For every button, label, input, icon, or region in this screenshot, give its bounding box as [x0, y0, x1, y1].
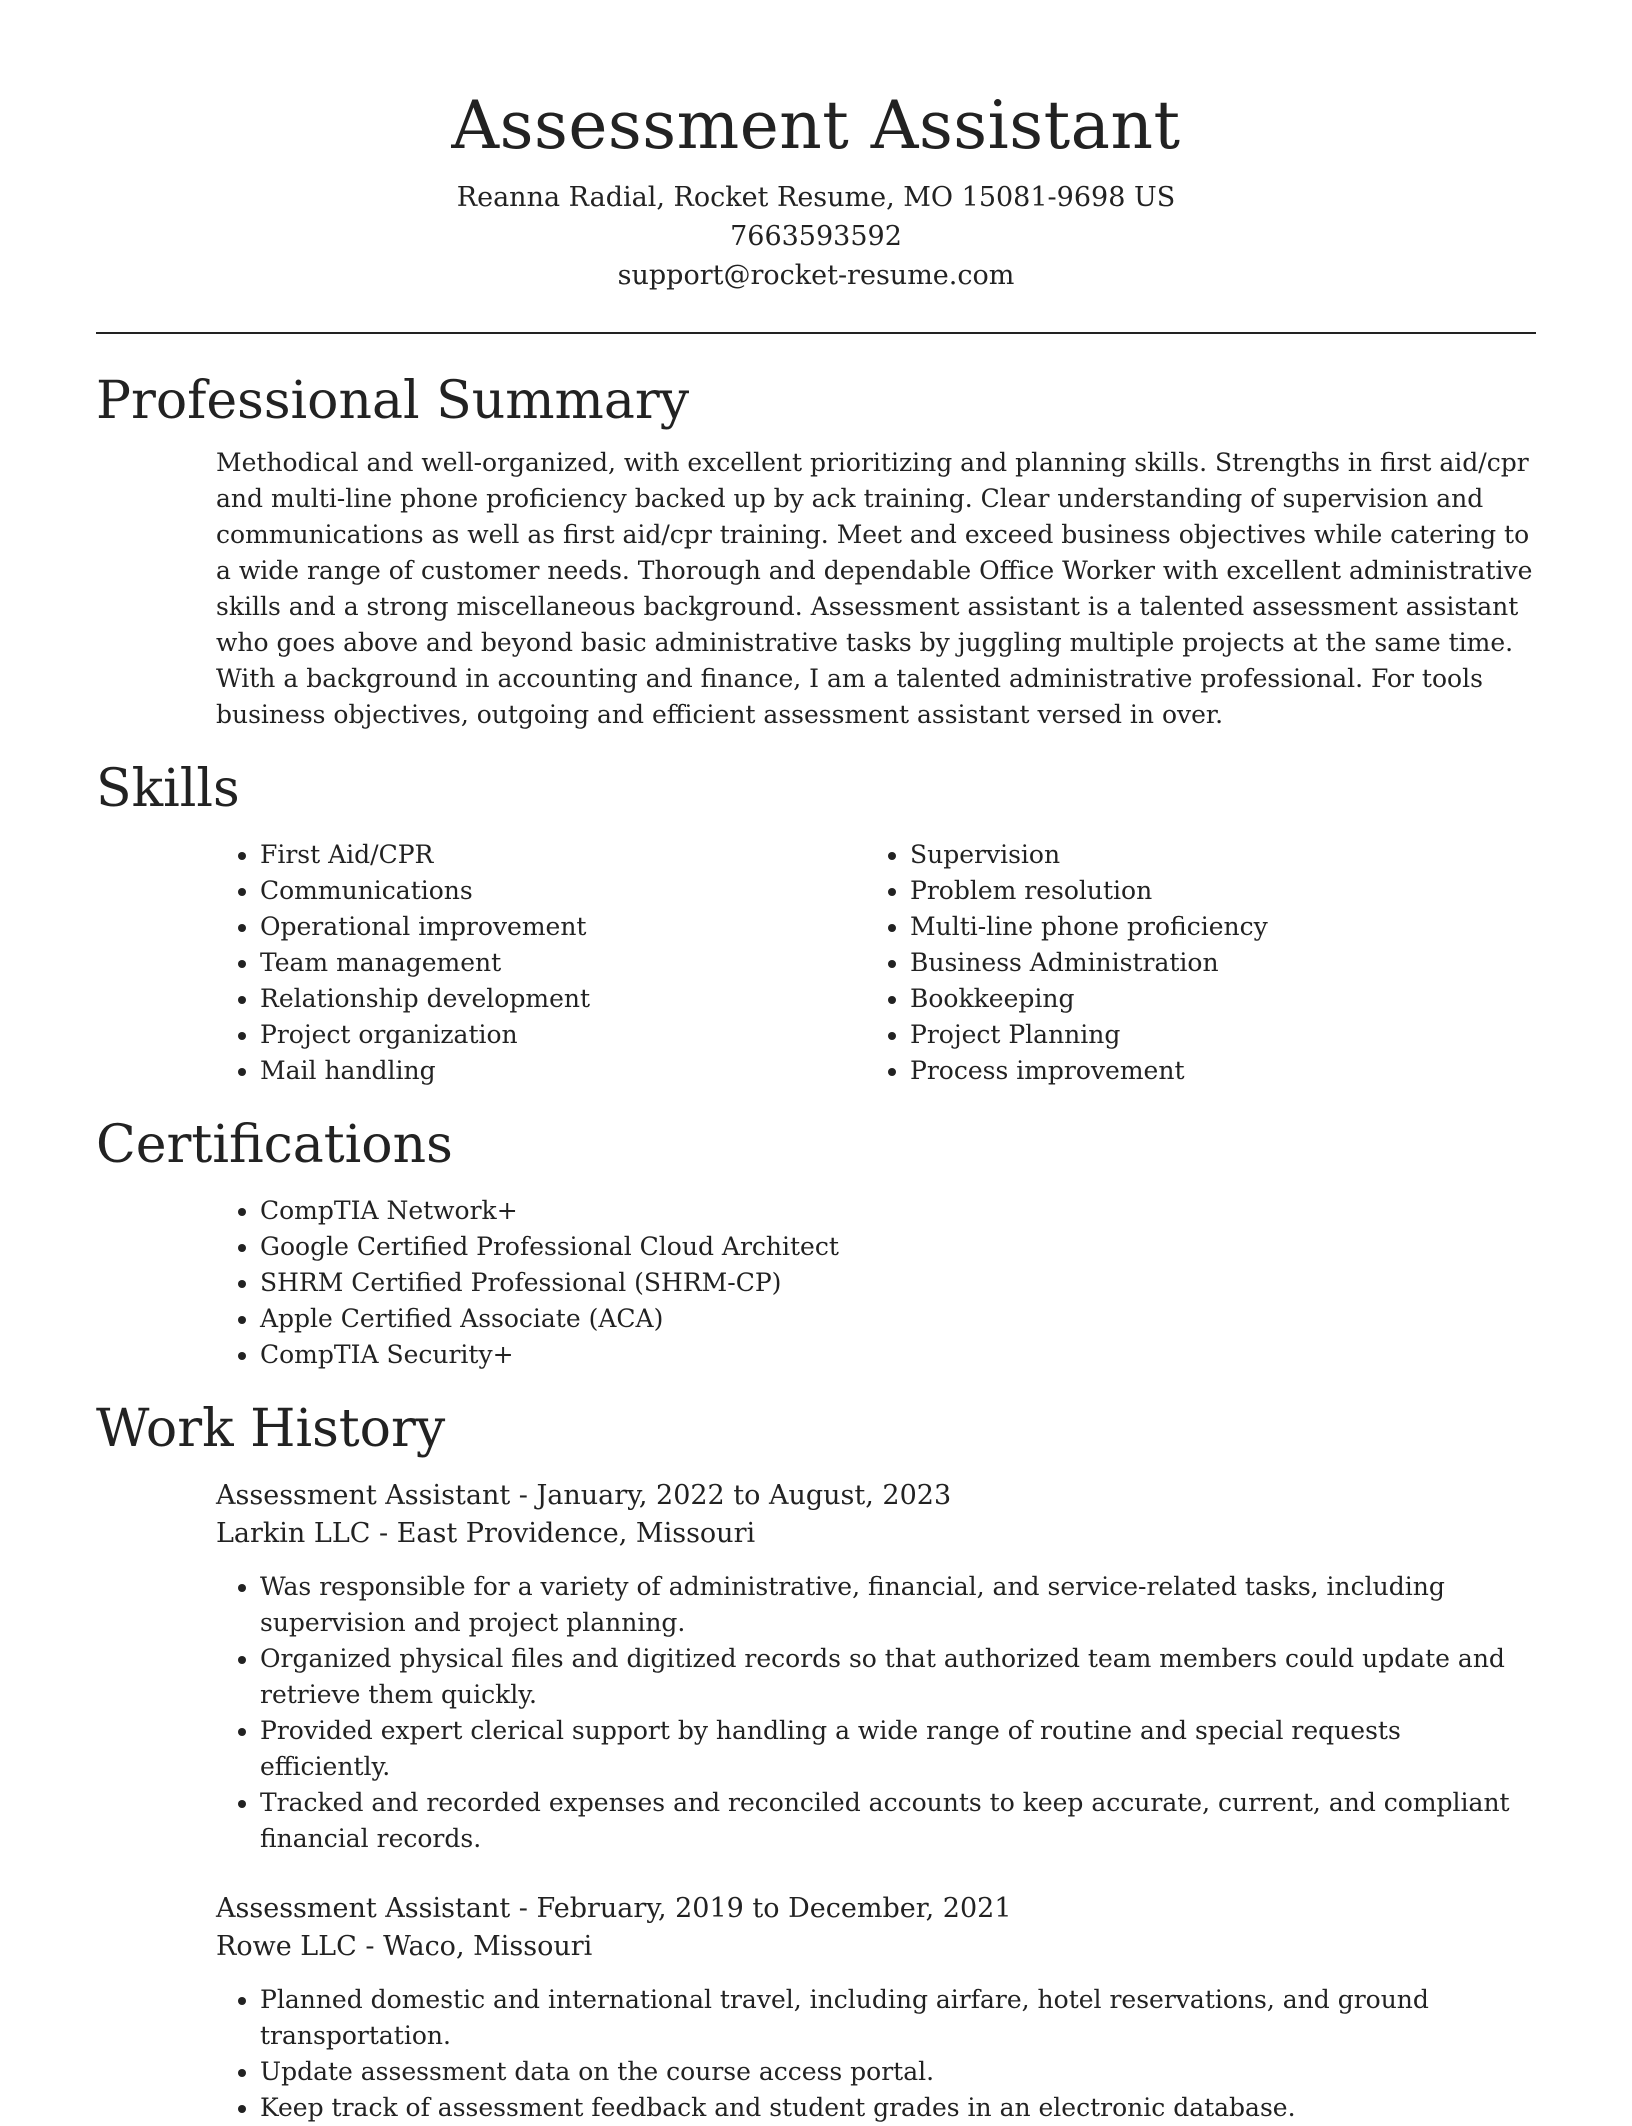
job-company-line: Rowe LLC - Waco, Missouri [216, 1931, 593, 1962]
job-bullets [216, 1982, 1536, 2126]
certifications-heading: Certifications [96, 1115, 453, 1175]
contact-block [96, 178, 1536, 295]
certification-item: • Apple Certified Associate (ACA) [260, 1301, 1536, 1337]
certification-item: • SHRM Certified Professional (SHRM-CP) [260, 1265, 1536, 1301]
skills-grid [216, 837, 1536, 1089]
skill-item: • Project organization [260, 1017, 866, 1053]
job-title-line: Assessment Assistant - February, 2019 to December, 2021 [216, 1893, 1012, 1924]
certifications-list [216, 1193, 1536, 1373]
skills-column-right [866, 837, 1516, 1089]
summary-text: Methodical and well-organized, with excellent prioritizing and planning skills. Strengths in first aid/cpr and multi-line phone proficiency backed up by ack training. Clear understanding of supervision and communications as well as first aid/cpr training. Meet and exceed business objectives while catering to a wide range of customer needs. Thorough and dependable Office Worker with excellent administrative skills and a strong miscellaneous background. Assessment assistant is a talented assessment assistant who goes above and beyond basic administrative tasks by juggling multiple projects at the same time. With a background in accounting and finance, I am a talented administrative professional. For tools business objectives, outgoing and efficient assessment assistant versed in over. [216, 448, 1533, 729]
skill-item: • Business Administration [910, 945, 1516, 981]
certification-item: • CompTIA Security+ [260, 1337, 1536, 1373]
header-divider [96, 332, 1536, 334]
work-history-heading: Work History [96, 1399, 446, 1459]
skills-column-left [216, 837, 866, 1089]
skills-heading: Skills [96, 759, 240, 819]
job-bullet: • Tracked and recorded expenses and reconciled accounts to keep accurate, current, and compliant financial records. [260, 1785, 1536, 1857]
job-bullet: • Update assessment data on the course access portal. [260, 2054, 1536, 2090]
skill-item: • Operational improvement [260, 909, 866, 945]
contact-email: support@rocket-resume.com [617, 260, 1015, 291]
job-entry [216, 1890, 1536, 2126]
job-bullet: • Keep track of assessment feedback and student grades in an electronic database. [260, 2090, 1536, 2126]
skill-item: • Relationship development [260, 981, 866, 1017]
skill-item: • Communications [260, 873, 866, 909]
skill-item: • Project Planning [910, 1017, 1516, 1053]
skill-item: • Problem resolution [910, 873, 1516, 909]
resume-title: Assessment Assistant [451, 87, 1181, 164]
skill-item: • Process improvement [910, 1053, 1516, 1089]
skill-item: • Supervision [910, 837, 1516, 873]
skill-item: • First Aid/CPR [260, 837, 866, 873]
contact-phone: 7663593592 [730, 221, 902, 252]
job-bullet: • Provided expert clerical support by handling a wide range of routine and special requests efficiently. [260, 1713, 1536, 1785]
job-bullet: • Was responsible for a variety of administrative, financial, and service-related tasks, including supervision and project planning. [260, 1569, 1536, 1641]
job-entry [216, 1477, 1536, 1857]
skill-item: • Bookkeeping [910, 981, 1516, 1017]
summary-heading: Professional Summary [96, 371, 690, 431]
job-bullet: • Organized physical files and digitized records so that authorized team members could update and retrieve them quickly. [260, 1641, 1536, 1713]
skill-item: • Multi-line phone proficiency [910, 909, 1516, 945]
job-bullets [216, 1569, 1536, 1857]
contact-address: Reanna Radial, Rocket Resume, MO 15081-9698 US [456, 182, 1176, 213]
job-company-line: Larkin LLC - East Providence, Missouri [216, 1518, 756, 1549]
resume-page [96, 0, 1536, 2126]
certification-item: • Google Certified Professional Cloud Architect [260, 1229, 1536, 1265]
skill-item: • Mail handling [260, 1053, 866, 1089]
certification-item: • CompTIA Network+ [260, 1193, 1536, 1229]
job-title-line: Assessment Assistant - January, 2022 to August, 2023 [216, 1480, 952, 1511]
skill-item: • Team management [260, 945, 866, 981]
job-bullet: • Planned domestic and international travel, including airfare, hotel reservations, and ground transportation. [260, 1982, 1536, 2054]
